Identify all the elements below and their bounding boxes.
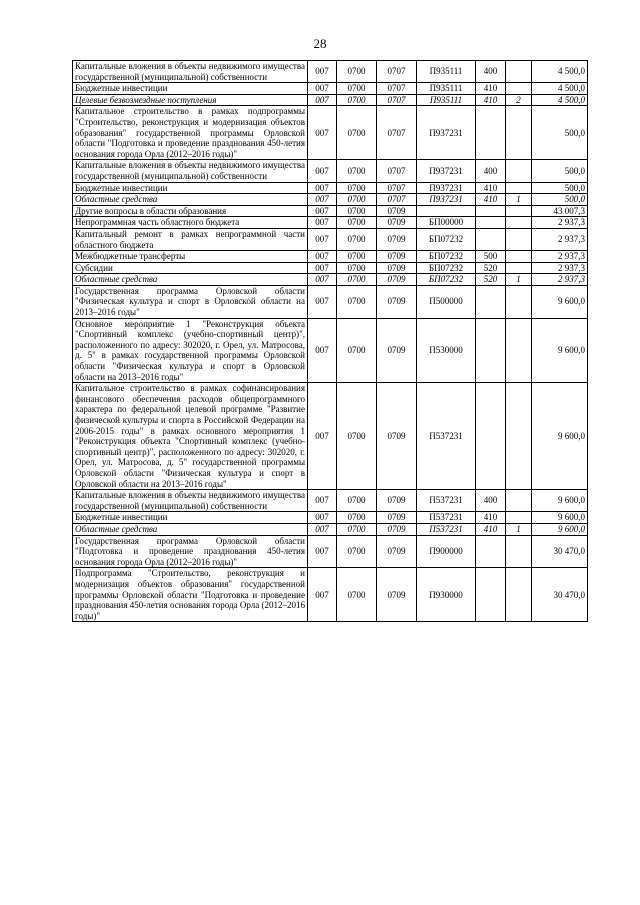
cell-name: Целевые безвозмездные поступления xyxy=(73,94,308,106)
cell-funding-source xyxy=(506,512,532,524)
cell-name: Бюджетные инвестиции xyxy=(73,83,308,95)
table-row xyxy=(73,94,588,106)
cell-expense-type: 500 xyxy=(476,251,506,263)
table-row xyxy=(73,217,588,229)
cell-ministry-code: 007 xyxy=(308,205,337,217)
cell-ministry-code: 007 xyxy=(308,106,337,160)
table-body xyxy=(73,61,588,622)
cell-amount: 9 600,0 xyxy=(532,523,588,535)
cell-section-code: 0700 xyxy=(337,285,377,318)
table-row xyxy=(73,160,588,182)
cell-expense-type xyxy=(476,205,506,217)
cell-ministry-code: 007 xyxy=(308,262,337,274)
cell-funding-source xyxy=(506,61,532,83)
cell-subsection-code: 0709 xyxy=(377,523,417,535)
cell-ministry-code: 007 xyxy=(308,568,337,622)
cell-amount: 4 500,0 xyxy=(532,83,588,95)
cell-expense-type xyxy=(476,217,506,229)
table-row xyxy=(73,228,588,250)
cell-name: Областные средства xyxy=(73,523,308,535)
cell-funding-source xyxy=(506,383,532,490)
table-row xyxy=(73,262,588,274)
cell-target-article: БП00000 xyxy=(417,217,476,229)
cell-subsection-code: 0709 xyxy=(377,490,417,512)
cell-name: Основное мероприятие 1 "Реконструкция объекта "Спортивный комплекс (учебно-спортивный центр)", расположенного по адресу: 302020, г. Орел, ул. Матросова, д. 5" в рамках государственной программы Орловской области "Физическая культура и спорт в Орловской области на 2013–2016 годы" xyxy=(73,318,308,383)
table-row xyxy=(73,182,588,194)
cell-target-article: П530000 xyxy=(417,318,476,383)
cell-funding-source xyxy=(506,251,532,263)
cell-expense-type xyxy=(476,535,506,568)
cell-amount: 500,0 xyxy=(532,106,588,160)
cell-target-article: БП07232 xyxy=(417,251,476,263)
cell-section-code: 0700 xyxy=(337,512,377,524)
cell-name: Субсидии xyxy=(73,262,308,274)
cell-subsection-code: 0707 xyxy=(377,160,417,182)
cell-funding-source xyxy=(506,83,532,95)
cell-funding-source xyxy=(506,106,532,160)
cell-expense-type xyxy=(476,568,506,622)
cell-target-article: П935111 xyxy=(417,61,476,83)
table-row xyxy=(73,205,588,217)
cell-name: Капитальные вложения в объекты недвижимого имущества государственной (муниципальной) собственности xyxy=(73,490,308,512)
cell-ministry-code: 007 xyxy=(308,194,337,206)
cell-section-code: 0700 xyxy=(337,228,377,250)
cell-funding-source xyxy=(506,490,532,512)
cell-funding-source xyxy=(506,205,532,217)
cell-ministry-code: 007 xyxy=(308,228,337,250)
cell-target-article: П937231 xyxy=(417,160,476,182)
cell-target-article: П937231 xyxy=(417,106,476,160)
cell-amount: 500,0 xyxy=(532,182,588,194)
table-row xyxy=(73,512,588,524)
cell-ministry-code: 007 xyxy=(308,523,337,535)
table-row xyxy=(73,318,588,383)
cell-amount: 43 007,3 xyxy=(532,205,588,217)
cell-ministry-code: 007 xyxy=(308,274,337,286)
cell-expense-type xyxy=(476,285,506,318)
cell-name: Капитальные вложения в объекты недвижимого имущества государственной (муниципальной) собственности xyxy=(73,160,308,182)
cell-name: Подпрограмма "Строительство, реконструкция и модернизация объектов образования" государственной программы Орловской области "Подготовка и проведение празднования 450-летия основания города Орла (2012–2016 годы)" xyxy=(73,568,308,622)
cell-target-article: БП07232 xyxy=(417,228,476,250)
cell-funding-source: 1 xyxy=(506,274,532,286)
cell-ministry-code: 007 xyxy=(308,383,337,490)
cell-subsection-code: 0709 xyxy=(377,262,417,274)
cell-section-code: 0700 xyxy=(337,318,377,383)
cell-amount: 9 600,0 xyxy=(532,512,588,524)
cell-section-code: 0700 xyxy=(337,194,377,206)
table-row xyxy=(73,490,588,512)
cell-name: Государственная программа Орловской области "Подготовка и проведение празднования 450-летия основания города Орла (2012–2016 годы)" xyxy=(73,535,308,568)
cell-expense-type: 410 xyxy=(476,523,506,535)
cell-ministry-code: 007 xyxy=(308,251,337,263)
cell-subsection-code: 0709 xyxy=(377,512,417,524)
cell-ministry-code: 007 xyxy=(308,160,337,182)
cell-expense-type: 410 xyxy=(476,83,506,95)
cell-name: Капитальное строительство в рамках софинансирования финансового обеспечения расходов общепрограммного характера по федеральной целевой программе "Развитие физической культуры и спорта в Российской Федерации на 2006-2015 годы" в рамках основного мероприятия 1 "Реконструкция объекта "Спортивный комплекс (учебно-спортивный центр)", расположенного по адресу: 302020, г. Орел, ул. Матросова, д. 5" государственной программы Орловской области "Физическая культура и спорт в Орловской области на 2013–2016 годы" xyxy=(73,383,308,490)
table-row xyxy=(73,523,588,535)
cell-amount: 2 937,3 xyxy=(532,262,588,274)
cell-subsection-code: 0707 xyxy=(377,106,417,160)
cell-ministry-code: 007 xyxy=(308,217,337,229)
cell-name: Государственная программа Орловской области "Физическая культура и спорт в Орловской области на 2013–2016 годы" xyxy=(73,285,308,318)
cell-expense-type: 410 xyxy=(476,182,506,194)
cell-ministry-code: 007 xyxy=(308,318,337,383)
cell-expense-type xyxy=(476,383,506,490)
cell-expense-type xyxy=(476,106,506,160)
cell-ministry-code: 007 xyxy=(308,535,337,568)
cell-amount: 9 600,0 xyxy=(532,383,588,490)
cell-name: Межбюджетные трансферты xyxy=(73,251,308,263)
cell-subsection-code: 0707 xyxy=(377,94,417,106)
cell-target-article: П930000 xyxy=(417,568,476,622)
table-row xyxy=(73,251,588,263)
cell-name: Бюджетные инвестиции xyxy=(73,182,308,194)
cell-amount: 2 937,3 xyxy=(532,228,588,250)
cell-ministry-code: 007 xyxy=(308,512,337,524)
cell-subsection-code: 0709 xyxy=(377,285,417,318)
cell-expense-type: 410 xyxy=(476,194,506,206)
page-number: 28 xyxy=(313,36,327,51)
cell-expense-type: 520 xyxy=(476,274,506,286)
cell-target-article xyxy=(417,205,476,217)
cell-section-code: 0700 xyxy=(337,83,377,95)
cell-name: Капитальные вложения в объекты недвижимого имущества государственной (муниципальной) собственности xyxy=(73,61,308,83)
cell-section-code: 0700 xyxy=(337,182,377,194)
cell-subsection-code: 0707 xyxy=(377,182,417,194)
cell-expense-type: 400 xyxy=(476,160,506,182)
table-row xyxy=(73,285,588,318)
cell-funding-source: 1 xyxy=(506,523,532,535)
table-row xyxy=(73,568,588,622)
cell-funding-source xyxy=(506,228,532,250)
cell-amount: 2 937,3 xyxy=(532,251,588,263)
cell-section-code: 0700 xyxy=(337,523,377,535)
table-row xyxy=(73,274,588,286)
cell-ministry-code: 007 xyxy=(308,182,337,194)
table-row xyxy=(73,535,588,568)
cell-ministry-code: 007 xyxy=(308,490,337,512)
cell-section-code: 0700 xyxy=(337,251,377,263)
cell-amount: 30 470,0 xyxy=(532,568,588,622)
cell-amount: 2 937,3 xyxy=(532,274,588,286)
cell-section-code: 0700 xyxy=(337,94,377,106)
cell-target-article: П935111 xyxy=(417,83,476,95)
cell-subsection-code: 0709 xyxy=(377,228,417,250)
cell-amount: 500,0 xyxy=(532,160,588,182)
cell-subsection-code: 0709 xyxy=(377,217,417,229)
cell-amount: 4 500,0 xyxy=(532,61,588,83)
table-row xyxy=(73,83,588,95)
cell-expense-type: 400 xyxy=(476,61,506,83)
cell-name: Областные средства xyxy=(73,194,308,206)
cell-target-article: П937231 xyxy=(417,182,476,194)
cell-section-code: 0700 xyxy=(337,383,377,490)
cell-target-article: П500000 xyxy=(417,285,476,318)
cell-target-article: П537231 xyxy=(417,490,476,512)
cell-name: Бюджетные инвестиции xyxy=(73,512,308,524)
cell-subsection-code: 0709 xyxy=(377,535,417,568)
cell-amount: 9 600,0 xyxy=(532,318,588,383)
cell-expense-type: 410 xyxy=(476,94,506,106)
cell-ministry-code: 007 xyxy=(308,83,337,95)
cell-section-code: 0700 xyxy=(337,262,377,274)
cell-name: Капитальный ремонт в рамках непрограммной части областного бюджета xyxy=(73,228,308,250)
cell-amount: 9 600,0 xyxy=(532,285,588,318)
cell-subsection-code: 0707 xyxy=(377,83,417,95)
cell-section-code: 0700 xyxy=(337,61,377,83)
cell-section-code: 0700 xyxy=(337,568,377,622)
cell-funding-source xyxy=(506,285,532,318)
cell-expense-type xyxy=(476,318,506,383)
cell-subsection-code: 0709 xyxy=(377,568,417,622)
cell-subsection-code: 0709 xyxy=(377,251,417,263)
cell-funding-source xyxy=(506,318,532,383)
cell-subsection-code: 0709 xyxy=(377,383,417,490)
cell-ministry-code: 007 xyxy=(308,94,337,106)
cell-name: Непрограммная часть областного бюджета xyxy=(73,217,308,229)
cell-funding-source xyxy=(506,160,532,182)
cell-expense-type: 400 xyxy=(476,490,506,512)
cell-subsection-code: 0707 xyxy=(377,61,417,83)
table-row xyxy=(73,383,588,490)
cell-target-article: П900000 xyxy=(417,535,476,568)
cell-section-code: 0700 xyxy=(337,490,377,512)
table-row xyxy=(73,61,588,83)
cell-target-article: П537231 xyxy=(417,512,476,524)
cell-subsection-code: 0709 xyxy=(377,274,417,286)
table-row xyxy=(73,194,588,206)
cell-section-code: 0700 xyxy=(337,106,377,160)
cell-funding-source xyxy=(506,262,532,274)
cell-ministry-code: 007 xyxy=(308,285,337,318)
cell-target-article: П537231 xyxy=(417,383,476,490)
cell-expense-type: 410 xyxy=(476,512,506,524)
cell-funding-source xyxy=(506,535,532,568)
cell-target-article: БП07232 xyxy=(417,262,476,274)
cell-target-article: П537231 xyxy=(417,523,476,535)
cell-target-article: П937231 xyxy=(417,194,476,206)
cell-funding-source xyxy=(506,182,532,194)
cell-expense-type xyxy=(476,228,506,250)
cell-amount: 500,0 xyxy=(532,194,588,206)
cell-funding-source xyxy=(506,568,532,622)
cell-subsection-code: 0709 xyxy=(377,318,417,383)
cell-name: Другие вопросы в области образования xyxy=(73,205,308,217)
cell-subsection-code: 0709 xyxy=(377,205,417,217)
cell-subsection-code: 0707 xyxy=(377,194,417,206)
cell-section-code: 0700 xyxy=(337,205,377,217)
cell-section-code: 0700 xyxy=(337,217,377,229)
cell-ministry-code: 007 xyxy=(308,61,337,83)
cell-amount: 4 500,0 xyxy=(532,94,588,106)
cell-amount: 2 937,3 xyxy=(532,217,588,229)
cell-target-article: П935111 xyxy=(417,94,476,106)
cell-name: Капитальное строительство в рамках подпрограммы "Строительство, реконструкция и модернизация объектов образования" государственной программы Орловской области "Подготовка и проведение празднования 450-летия основания города Орла (2012–2016 годы)" xyxy=(73,106,308,160)
cell-section-code: 0700 xyxy=(337,160,377,182)
cell-target-article: БП07232 xyxy=(417,274,476,286)
cell-section-code: 0700 xyxy=(337,274,377,286)
cell-amount: 9 600,0 xyxy=(532,490,588,512)
cell-name: Областные средства xyxy=(73,274,308,286)
cell-expense-type: 520 xyxy=(476,262,506,274)
budget-table xyxy=(72,60,588,622)
cell-funding-source xyxy=(506,217,532,229)
table-row xyxy=(73,106,588,160)
cell-funding-source: 1 xyxy=(506,194,532,206)
cell-amount: 30 470,0 xyxy=(532,535,588,568)
cell-section-code: 0700 xyxy=(337,535,377,568)
cell-funding-source: 2 xyxy=(506,94,532,106)
